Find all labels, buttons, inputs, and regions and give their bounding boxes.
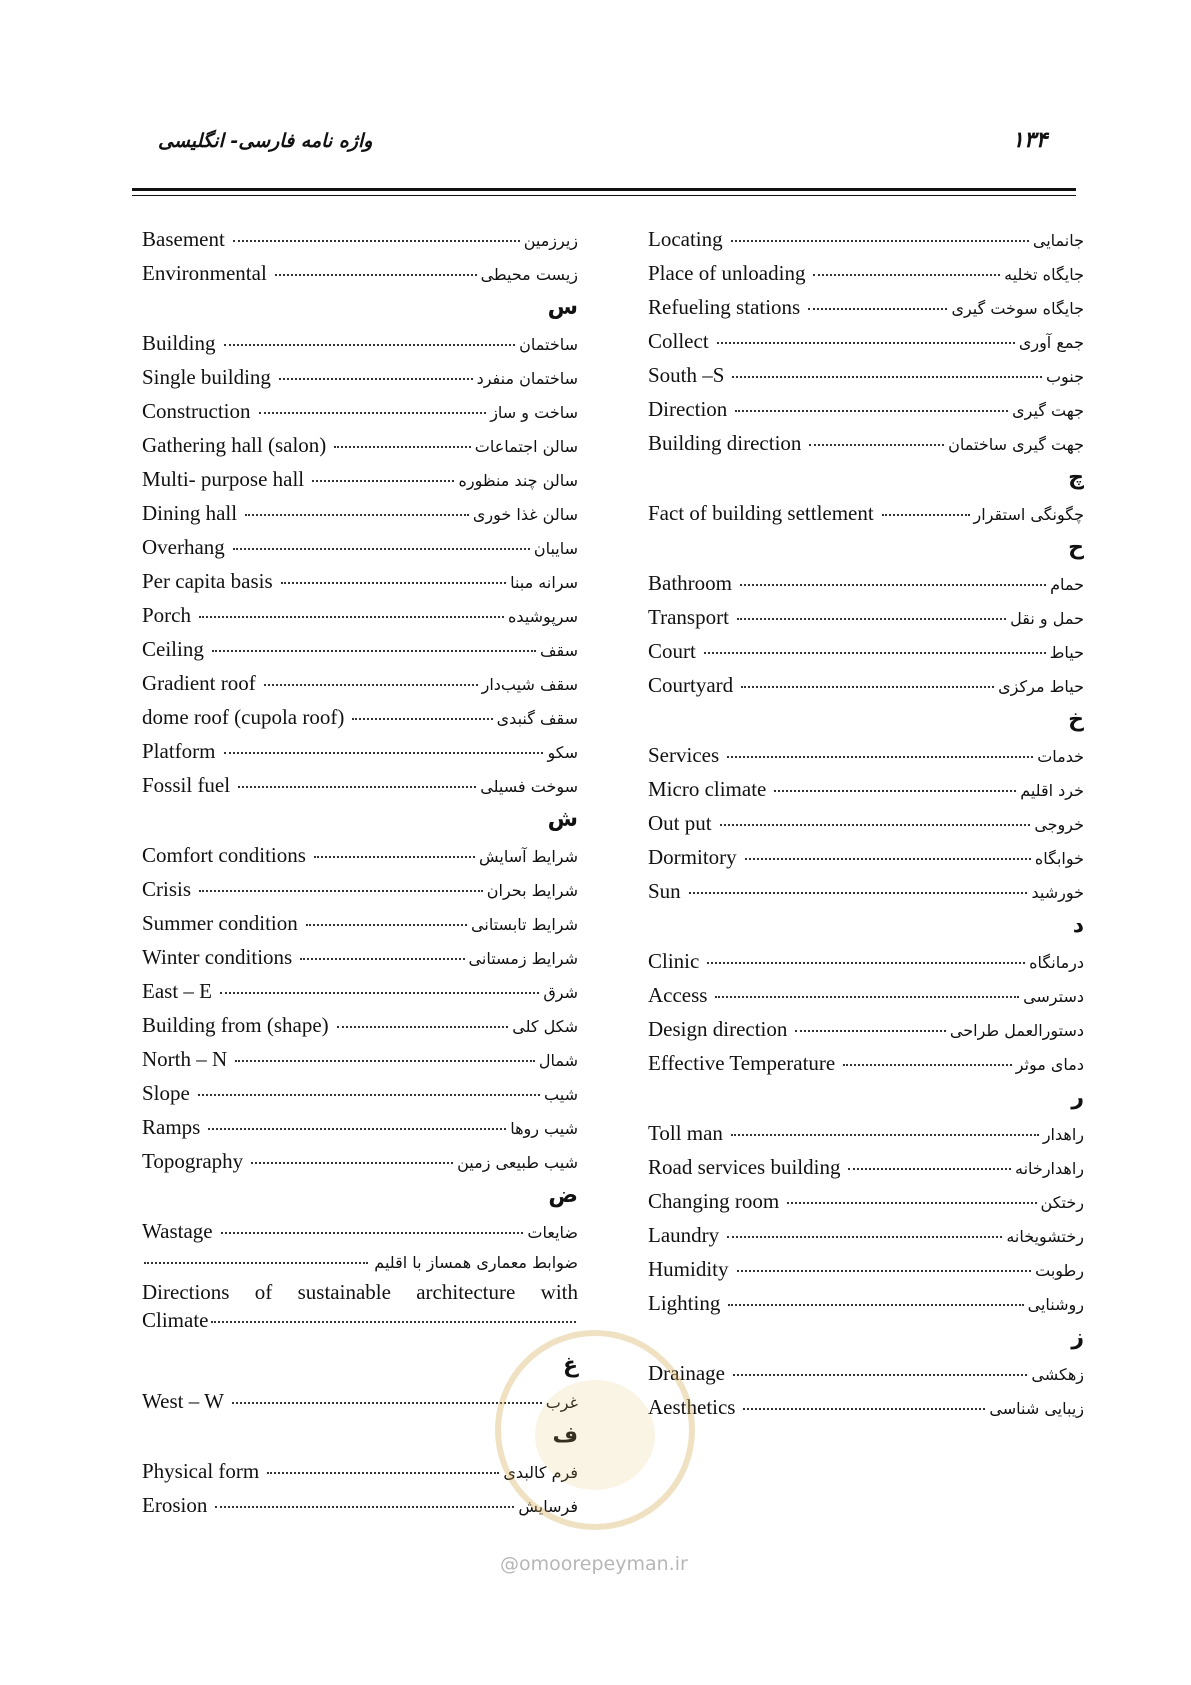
glossary-column-left <box>142 222 578 1522</box>
entry-persian: رختشویخانه <box>1006 1227 1084 1246</box>
entry-english: Environmental <box>142 261 267 285</box>
glossary-entry <box>142 1144 578 1178</box>
entry-persian: ساخت و ساز <box>490 403 578 422</box>
leader-dots <box>808 308 947 310</box>
entry-english: Clinic <box>648 949 700 973</box>
glossary-entry <box>142 530 578 564</box>
entry-persian: سقف گنبدی <box>496 709 578 728</box>
entry-persian: شرایط تابستانی <box>471 915 578 934</box>
leader-dots <box>848 1168 1011 1170</box>
glossary-entry <box>648 806 1084 840</box>
leader-dots <box>215 1506 514 1508</box>
entry-persian: سکو <box>547 743 578 762</box>
entry-persian: سقف <box>539 641 578 660</box>
glossary-entry <box>648 1184 1084 1218</box>
leader-dots <box>787 1202 1036 1204</box>
glossary-entry <box>648 426 1084 460</box>
leader-dots <box>717 342 1015 344</box>
glossary-entry <box>142 256 578 290</box>
leader-dots <box>279 378 473 380</box>
entry-persian: شرایط بحران <box>486 881 578 900</box>
glossary-entry <box>142 564 578 598</box>
entry-persian: حیاط <box>1049 643 1084 662</box>
glossary-entry <box>142 462 578 496</box>
entry-english: Court <box>648 639 696 663</box>
entry-persian: درمانگاه <box>1029 953 1084 972</box>
entry-persian: راهدارخانه <box>1015 1159 1084 1178</box>
glossary-entry <box>648 1286 1084 1320</box>
leader-dots <box>220 992 539 994</box>
entry-english: Services <box>648 743 720 767</box>
entry-english: East – E <box>142 979 212 1003</box>
leader-dots <box>731 240 1029 242</box>
leader-dots <box>737 1270 1032 1272</box>
leader-dots <box>882 514 970 516</box>
glossary-entry <box>142 734 578 768</box>
entry-english: Gathering hall (salon) <box>142 433 327 457</box>
entry-english: Construction <box>142 399 251 423</box>
glossary-entry <box>142 666 578 700</box>
entry-english: Sun <box>648 879 681 903</box>
leader-dots <box>731 1134 1039 1136</box>
entry-english: Ceiling <box>142 637 204 661</box>
leader-dots <box>774 790 1016 792</box>
entry-english: Overhang <box>142 535 225 559</box>
leader-dots <box>352 718 492 720</box>
section-letter: س <box>547 295 578 320</box>
leader-dots <box>735 410 1008 412</box>
entry-english: Direction <box>648 397 728 421</box>
entry-persian: ساختمان منفرد <box>476 369 578 388</box>
entry-english: Micro climate <box>648 777 767 801</box>
header-rule-thick <box>132 188 1076 191</box>
section-letter: ر <box>1071 1085 1084 1110</box>
entry-english: Building direction <box>648 431 802 455</box>
leader-dots <box>741 686 994 688</box>
glossary-entry <box>648 1390 1084 1424</box>
entry-persian: سرپوشیده <box>508 607 578 626</box>
glossary-entry <box>142 768 578 802</box>
entry-english: Erosion <box>142 1493 208 1517</box>
leader-dots <box>720 824 1031 826</box>
entry-english: Porch <box>142 603 191 627</box>
glossary-entry <box>142 394 578 428</box>
entry-persian: سالن غذا خوری <box>472 505 578 524</box>
glossary-entry <box>142 906 578 940</box>
glossary-entry <box>142 1008 578 1042</box>
entry-persian: شرایط زمستانی <box>468 949 578 968</box>
entry-persian: شرایط آسایش <box>479 847 578 866</box>
leader-dots <box>198 1094 540 1096</box>
glossary-entry <box>648 1252 1084 1286</box>
entry-persian: زهکشی <box>1031 1365 1084 1384</box>
watermark-text: @omoorepeyman.ir <box>500 1553 688 1575</box>
glossary-entry <box>648 600 1084 634</box>
glossary-list-right <box>648 222 1084 1424</box>
glossary-entry <box>142 632 578 666</box>
leader-dots <box>235 1060 535 1062</box>
glossary-entry <box>648 256 1084 290</box>
entry-english: Platform <box>142 739 216 763</box>
entry-english: Aesthetics <box>648 1395 736 1419</box>
watermark-seal-inner <box>535 1380 655 1490</box>
entry-english: Road services building <box>648 1155 841 1179</box>
entry-english: Building <box>142 331 216 355</box>
entry-english: Out put <box>648 811 712 835</box>
entry-persian: ضایعات <box>527 1223 578 1242</box>
glossary-entry <box>142 326 578 360</box>
glossary-entry <box>648 1046 1084 1080</box>
entry-persian: دمای موثر <box>1015 1055 1084 1074</box>
glossary-column-right <box>648 222 1084 1424</box>
entry-english: Drainage <box>648 1361 725 1385</box>
leader-dots <box>199 616 504 618</box>
entry-english: Dormitory <box>648 845 737 869</box>
entry-english: Effective Temperature <box>648 1051 836 1075</box>
entry-persian: راهدار <box>1042 1125 1084 1144</box>
glossary-entry <box>648 392 1084 426</box>
glossary-entry <box>648 358 1084 392</box>
glossary-entry <box>648 772 1084 806</box>
glossary-entry <box>142 360 578 394</box>
leader-dots <box>306 924 467 926</box>
section-letter: د <box>1072 913 1084 938</box>
entry-persian: حمام <box>1050 575 1084 594</box>
entry-persian: سالن اجتماعات <box>474 437 578 456</box>
entry-persian: غرب <box>545 1393 578 1412</box>
leader-dots <box>199 890 483 892</box>
entry-english: Dining hall <box>142 501 238 525</box>
glossary-entry <box>142 838 578 872</box>
glossary-entry <box>142 1110 578 1144</box>
glossary-entry <box>648 668 1084 702</box>
entry-persian: جایگاه تخلیه <box>1004 265 1084 284</box>
entry-persian: حیاط مرکزی <box>998 677 1084 696</box>
glossary-entry <box>648 874 1084 908</box>
entry-persian: شیب طبیعی زمین <box>457 1153 578 1172</box>
glossary-entry <box>142 428 578 462</box>
entry-persian: خورشید <box>1031 883 1084 902</box>
entry-persian: ساختمان <box>519 335 578 354</box>
glossary-entry <box>648 290 1084 324</box>
entry-english: Design direction <box>648 1017 788 1041</box>
leader-dots <box>259 412 487 414</box>
entry-english: Comfort conditions <box>142 843 306 867</box>
leader-dots <box>743 1408 985 1410</box>
entry-persian: سرانه مبنا <box>510 573 578 592</box>
entry-persian: خدمات <box>1037 747 1084 766</box>
glossary-entry <box>142 1042 578 1076</box>
glossary-entry <box>648 1218 1084 1252</box>
entry-english: Transport <box>648 605 729 629</box>
glossary-entry <box>142 1076 578 1110</box>
entry-persian: زیست محیطی <box>480 265 578 284</box>
spacer <box>142 1334 578 1348</box>
glossary-entry <box>648 634 1084 668</box>
leader-dots <box>264 684 478 686</box>
entry-english: Crisis <box>142 877 192 901</box>
entry-english: South –S <box>648 363 725 387</box>
section-letter: ف <box>552 1423 578 1448</box>
glossary-entry <box>648 944 1084 978</box>
entry-english: Single building <box>142 365 271 389</box>
leader-dots <box>232 1402 542 1404</box>
leader-dots <box>224 344 516 346</box>
running-header-title: واژه نامه فارسی- انگلیسی <box>158 130 373 152</box>
leader-dots <box>727 1236 1002 1238</box>
entry-english: North – N <box>142 1047 228 1071</box>
glossary-entry <box>648 222 1084 256</box>
entry-persian: سقف شیب‌دار <box>481 675 578 694</box>
leader-dots <box>233 240 520 242</box>
leader-dots <box>275 274 477 276</box>
entry-english: dome roof (cupola roof) <box>142 705 345 729</box>
entry-persian: چگونگی استقرار <box>973 505 1084 524</box>
leader-dots <box>704 652 1046 654</box>
leader-dots <box>334 446 471 448</box>
entry-english: Building from (shape) <box>142 1013 329 1037</box>
entry-english: Winter conditions <box>142 945 293 969</box>
leader-dots <box>208 1128 506 1130</box>
glossary-entry <box>648 324 1084 358</box>
glossary-entry <box>648 1150 1084 1184</box>
section-letter: چ <box>1068 465 1084 490</box>
glossary-entry <box>648 1116 1084 1150</box>
entry-persian: دسترسی <box>1023 987 1084 1006</box>
entry-english: Refueling stations <box>648 295 801 319</box>
entry-english: Locating <box>648 227 723 251</box>
entry-persian: دستورالعمل طراحی <box>949 1021 1084 1040</box>
entry-persian: فرم کالبدی <box>503 1463 578 1482</box>
entry-english: Physical form <box>142 1459 260 1483</box>
entry-english: Humidity <box>648 1257 729 1281</box>
leader-dots <box>233 548 530 550</box>
entry-english: Place of unloading <box>648 261 806 285</box>
entry-persian: سالن چند منظوره <box>458 471 578 490</box>
entry-persian: جمع آوری <box>1018 333 1084 352</box>
leader-dots <box>144 1262 368 1264</box>
glossary-entry <box>648 1012 1084 1046</box>
section-letter: خ <box>1068 707 1084 732</box>
entry-english: Summer condition <box>142 911 298 935</box>
glossary-list-left <box>142 222 578 1248</box>
entry-english: Basement <box>142 227 225 251</box>
leader-dots <box>281 582 506 584</box>
entry-english: Slope <box>142 1081 190 1105</box>
glossary-entry <box>648 1356 1084 1390</box>
entry-english: Climate <box>142 1308 209 1332</box>
entry-persian: زیبایی شناسی <box>989 1399 1084 1418</box>
leader-dots <box>224 752 544 754</box>
entry-persian: جنوب <box>1045 367 1084 386</box>
entry-persian: روشنایی <box>1027 1295 1084 1314</box>
entry-persian: جایگاه سوخت گیری <box>951 299 1084 318</box>
entry-persian: رختکن <box>1040 1193 1084 1212</box>
glossary-entry <box>648 738 1084 772</box>
entry-persian: جهت گیری ساختمان <box>948 435 1084 454</box>
section-letter: غ <box>562 1353 578 1378</box>
leader-dots <box>221 1232 524 1234</box>
entry-persian: حمل و نقل <box>1010 609 1084 628</box>
entry-persian: جانمایی <box>1032 231 1084 250</box>
leader-dots <box>745 858 1031 860</box>
entry-english: Lighting <box>648 1291 721 1315</box>
entry-persian: سایبان <box>533 539 578 558</box>
glossary-entry <box>142 1488 578 1522</box>
entry-english: Fact of building settlement <box>648 501 874 525</box>
entry-english: Wastage <box>142 1219 213 1243</box>
entry-persian: شرق <box>543 983 578 1002</box>
leader-dots <box>795 1030 946 1032</box>
leader-dots <box>689 892 1028 894</box>
glossary-entry <box>648 566 1084 600</box>
leader-dots <box>733 1374 1027 1376</box>
entry-persian: خرد اقلیم <box>1020 781 1084 800</box>
section-letter: ح <box>1068 535 1084 560</box>
leader-dots <box>267 1472 499 1474</box>
leader-dots <box>728 1304 1023 1306</box>
leader-dots <box>245 514 469 516</box>
entry-persian: ضوابط معماری همساز با اقلیم <box>374 1253 578 1272</box>
entry-english: Collect <box>648 329 709 353</box>
glossary-long-entry-en-line1: Directions of sustainable architecture with <box>142 1280 578 1304</box>
glossary-entry <box>142 598 578 632</box>
glossary-long-entry-fa-line <box>142 1248 578 1278</box>
leader-dots <box>732 376 1042 378</box>
leader-dots <box>737 618 1006 620</box>
entry-english: Toll man <box>648 1121 723 1145</box>
section-letter: ض <box>548 1183 578 1208</box>
glossary-long-entry-en-line2 <box>142 1306 578 1334</box>
leader-dots <box>314 856 475 858</box>
leader-dots <box>740 584 1046 586</box>
glossary-entry <box>142 496 578 530</box>
entry-english: Gradient roof <box>142 671 256 695</box>
leader-dots <box>251 1162 453 1164</box>
glossary-entry <box>648 496 1084 530</box>
entry-english: West – W <box>142 1389 224 1413</box>
leader-dots <box>727 756 1033 758</box>
leader-dots <box>300 958 464 960</box>
glossary-entry <box>142 1214 578 1248</box>
entry-persian: سوخت فسیلی <box>480 777 578 796</box>
entry-english: Access <box>648 983 708 1007</box>
section-letter: ش <box>547 807 578 832</box>
entry-persian: شیب <box>544 1085 578 1104</box>
leader-dots <box>843 1064 1011 1066</box>
entry-persian: شیب روها <box>510 1119 578 1138</box>
leader-dots <box>715 996 1019 998</box>
entry-persian: جهت گیری <box>1012 401 1084 420</box>
entry-persian: خروجی <box>1034 815 1084 834</box>
glossary-entry <box>142 940 578 974</box>
leader-dots <box>211 1321 577 1323</box>
leader-dots <box>707 962 1025 964</box>
entry-persian: فرسایش <box>518 1497 578 1516</box>
entry-english: Ramps <box>142 1115 201 1139</box>
glossary-entry <box>142 222 578 256</box>
entry-english: Bathroom <box>648 571 732 595</box>
entry-persian: زیرزمین <box>523 231 578 250</box>
page-number: ۱۳۴ <box>1012 128 1048 153</box>
leader-dots <box>809 444 944 446</box>
entry-english: Per capita basis <box>142 569 273 593</box>
glossary-entry <box>142 974 578 1008</box>
entry-english: Topography <box>142 1149 244 1173</box>
leader-dots <box>238 786 476 788</box>
entry-persian: خوابگاه <box>1034 849 1084 868</box>
entry-english: Fossil fuel <box>142 773 231 797</box>
entry-english: Changing room <box>648 1189 780 1213</box>
entry-persian: شمال <box>538 1051 578 1070</box>
header-rule-thin <box>132 195 1076 196</box>
leader-dots <box>813 274 1000 276</box>
entry-persian: شکل کلی <box>512 1017 578 1036</box>
section-letter: ز <box>1071 1325 1084 1350</box>
entry-persian: رطوبت <box>1035 1261 1084 1280</box>
leader-dots <box>212 650 536 652</box>
entry-english: Courtyard <box>648 673 734 697</box>
glossary-entry <box>142 872 578 906</box>
glossary-entry <box>648 840 1084 874</box>
leader-dots <box>312 480 454 482</box>
glossary-entry <box>648 978 1084 1012</box>
leader-dots <box>337 1026 509 1028</box>
entry-english: Multi- purpose hall <box>142 467 305 491</box>
entry-english: Laundry <box>648 1223 720 1247</box>
glossary-entry <box>142 700 578 734</box>
